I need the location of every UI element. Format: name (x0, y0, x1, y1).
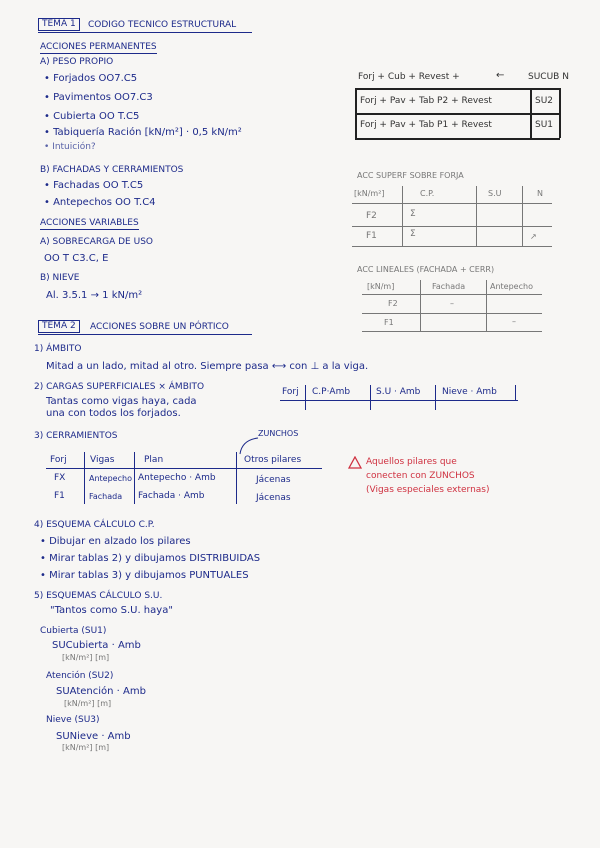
su1-units: [kN/m²] [m] (62, 653, 110, 662)
acc-superf-header: [kN/m²] (354, 189, 385, 198)
peso-propio-item: • Intuición? (44, 142, 96, 152)
tema1-title: CODIGO TECNICO ESTRUCTURAL (88, 20, 237, 30)
combination-row: Forj + Pav + Tab P2 + Revest (360, 96, 492, 106)
fachadas-heading: B) FACHADAS Y CERRAMIENTOS (40, 165, 184, 175)
combination-code: SU2 (535, 96, 554, 106)
acc-superf-cp: Σ (410, 229, 416, 239)
su1-title: Cubierta (SU1) (40, 626, 107, 636)
nieve-ref: Al. 3.5.1 → 1 kN/m² (46, 290, 143, 301)
cerramientos-heading: 3) CERRAMIENTOS (34, 431, 118, 441)
cargas-text: Tantas como vigas haya, cada (46, 396, 197, 407)
cerr-forj: FX (54, 473, 66, 483)
esquema-cp-item: • Mirar tablas 3) y dibujamos PUNTUALES (40, 570, 249, 581)
su3-title: Nieve (SU3) (46, 715, 100, 725)
cerr-plan: Antepecho · Amb (138, 473, 216, 483)
peso-propio-heading: A) PESO PROPIO (40, 57, 114, 67)
cerr-vigas: Fachada (89, 492, 123, 501)
cerr-otros: Jácenas (256, 493, 291, 503)
acc-superf-n: ↗ (530, 232, 537, 241)
cargas-heading: 2) CARGAS SUPERFICIALES × ÁMBITO (34, 382, 205, 392)
acc-lineal-title: ACC LINEALES (FACHADA + CERR) (357, 265, 495, 274)
combination-row: Forj + Pav + Tab P1 + Revest (360, 120, 492, 130)
acciones-permanentes-heading: ACCIONES PERMANENTES (40, 42, 157, 52)
fachadas-item: • Antepechos OO T.C4 (44, 197, 156, 208)
cerr-otros: Jácenas (256, 475, 291, 485)
cargas-header: Nieve · Amb (442, 387, 497, 397)
su3-formula: SUNieve · Amb (56, 731, 131, 742)
acc-superf-row-label: F1 (366, 231, 377, 241)
combination-header: Forj + Cub + Revest + (358, 72, 460, 82)
cerr-header: Vigas (90, 455, 115, 465)
acciones-variables-heading: ACCIONES VARIABLES (40, 218, 139, 228)
esquema-cp-item: • Dibujar en alzado los pilares (40, 536, 191, 547)
cerr-forj: F1 (54, 491, 65, 501)
esquema-su-quote: "Tantos como S.U. haya" (50, 605, 173, 616)
cargas-header: Forj (282, 387, 299, 397)
combination-code: SU1 (535, 120, 554, 130)
su3-units: [kN/m²] [m] (62, 743, 110, 752)
tema2-label: TEMA 2 (38, 320, 80, 333)
acc-lineal-antepecho: – (512, 317, 516, 326)
tema1-underline (38, 32, 252, 33)
cerr-note: conecten con ZUNCHOS (366, 471, 475, 481)
arrow-icon: ← (496, 70, 505, 81)
peso-propio-item: • Pavimentos OO7.C3 (44, 92, 153, 103)
esquema-cp-heading: 4) ESQUEMA CÁLCULO C.P. (34, 520, 155, 530)
peso-propio-item: • Cubierta OO T.C5 (44, 111, 140, 122)
tema2-title: ACCIONES SOBRE UN PÓRTICO (90, 322, 229, 332)
sobrecarga-ref: OO T C3.C, E (44, 253, 109, 264)
su2-formula: SUAtención · Amb (56, 686, 146, 697)
peso-propio-item: • Tabiquería Ración [kN/m²] · 0,5 kN/m² (44, 127, 242, 138)
esquema-su-heading: 5) ESQUEMAS CÁLCULO S.U. (34, 591, 163, 601)
warning-triangle-icon (348, 456, 362, 469)
ambito-heading: 1) ÁMBITO (34, 344, 82, 354)
su2-title: Atención (SU2) (46, 671, 114, 681)
fachadas-item: • Fachadas OO T.C5 (44, 180, 144, 191)
su1-formula: SUCubierta · Amb (52, 640, 141, 651)
cerr-header: Otros pilares (244, 455, 302, 465)
combination-note: SUCUB N (528, 72, 569, 82)
zunchos-label: ZUNCHOS (258, 429, 299, 438)
acc-superf-header: C.P. (420, 189, 435, 198)
sobrecarga-heading: A) SOBRECARGA DE USO (40, 237, 153, 247)
zunchos-arrow-icon (236, 436, 260, 456)
cerr-note: Aquellos pilares que (366, 457, 457, 467)
acc-lineal-header: Fachada (432, 282, 466, 291)
ambito-text: Mitad a un lado, mitad al otro. Siempre pasa ⟷ con ⊥ a la viga. (46, 361, 369, 372)
acc-superf-row-label: F2 (366, 211, 377, 221)
acc-superf-header: N (537, 189, 543, 198)
acc-superf-title: ACC SUPERF SOBRE FORJA (357, 171, 464, 180)
esquema-cp-item: • Mirar tablas 2) y dibujamos DISTRIBUIDAS (40, 553, 261, 564)
tema2-underline (38, 334, 252, 335)
cargas-text: una con todos los forjados. (46, 408, 181, 419)
cerr-vigas: Antepecho (89, 474, 132, 483)
cerr-plan: Fachada · Amb (138, 491, 205, 501)
cargas-header: S.U · Amb (376, 387, 421, 397)
acc-lineal-row-label: F2 (388, 299, 398, 308)
peso-propio-item: • Forjados OO7.C5 (44, 73, 138, 84)
acc-lineal-fachada: – (450, 299, 454, 308)
acc-superf-header: S.U (488, 189, 502, 198)
acc-lineal-row-label: F1 (384, 318, 394, 327)
cargas-header: C.P·Amb (312, 387, 351, 397)
cerr-header: Forj (50, 455, 67, 465)
su2-units: [kN/m²] [m] (64, 699, 112, 708)
acc-lineal-header: [kN/m] (367, 282, 395, 291)
acc-superf-cp: Σ (410, 209, 416, 219)
nieve-heading: B) NIEVE (40, 273, 80, 283)
cerr-note: (Vigas especiales externas) (366, 485, 490, 495)
acc-lineal-header: Antepecho (490, 282, 533, 291)
cerr-header: Plan (144, 455, 164, 465)
tema1-label: TEMA 1 (38, 18, 80, 31)
